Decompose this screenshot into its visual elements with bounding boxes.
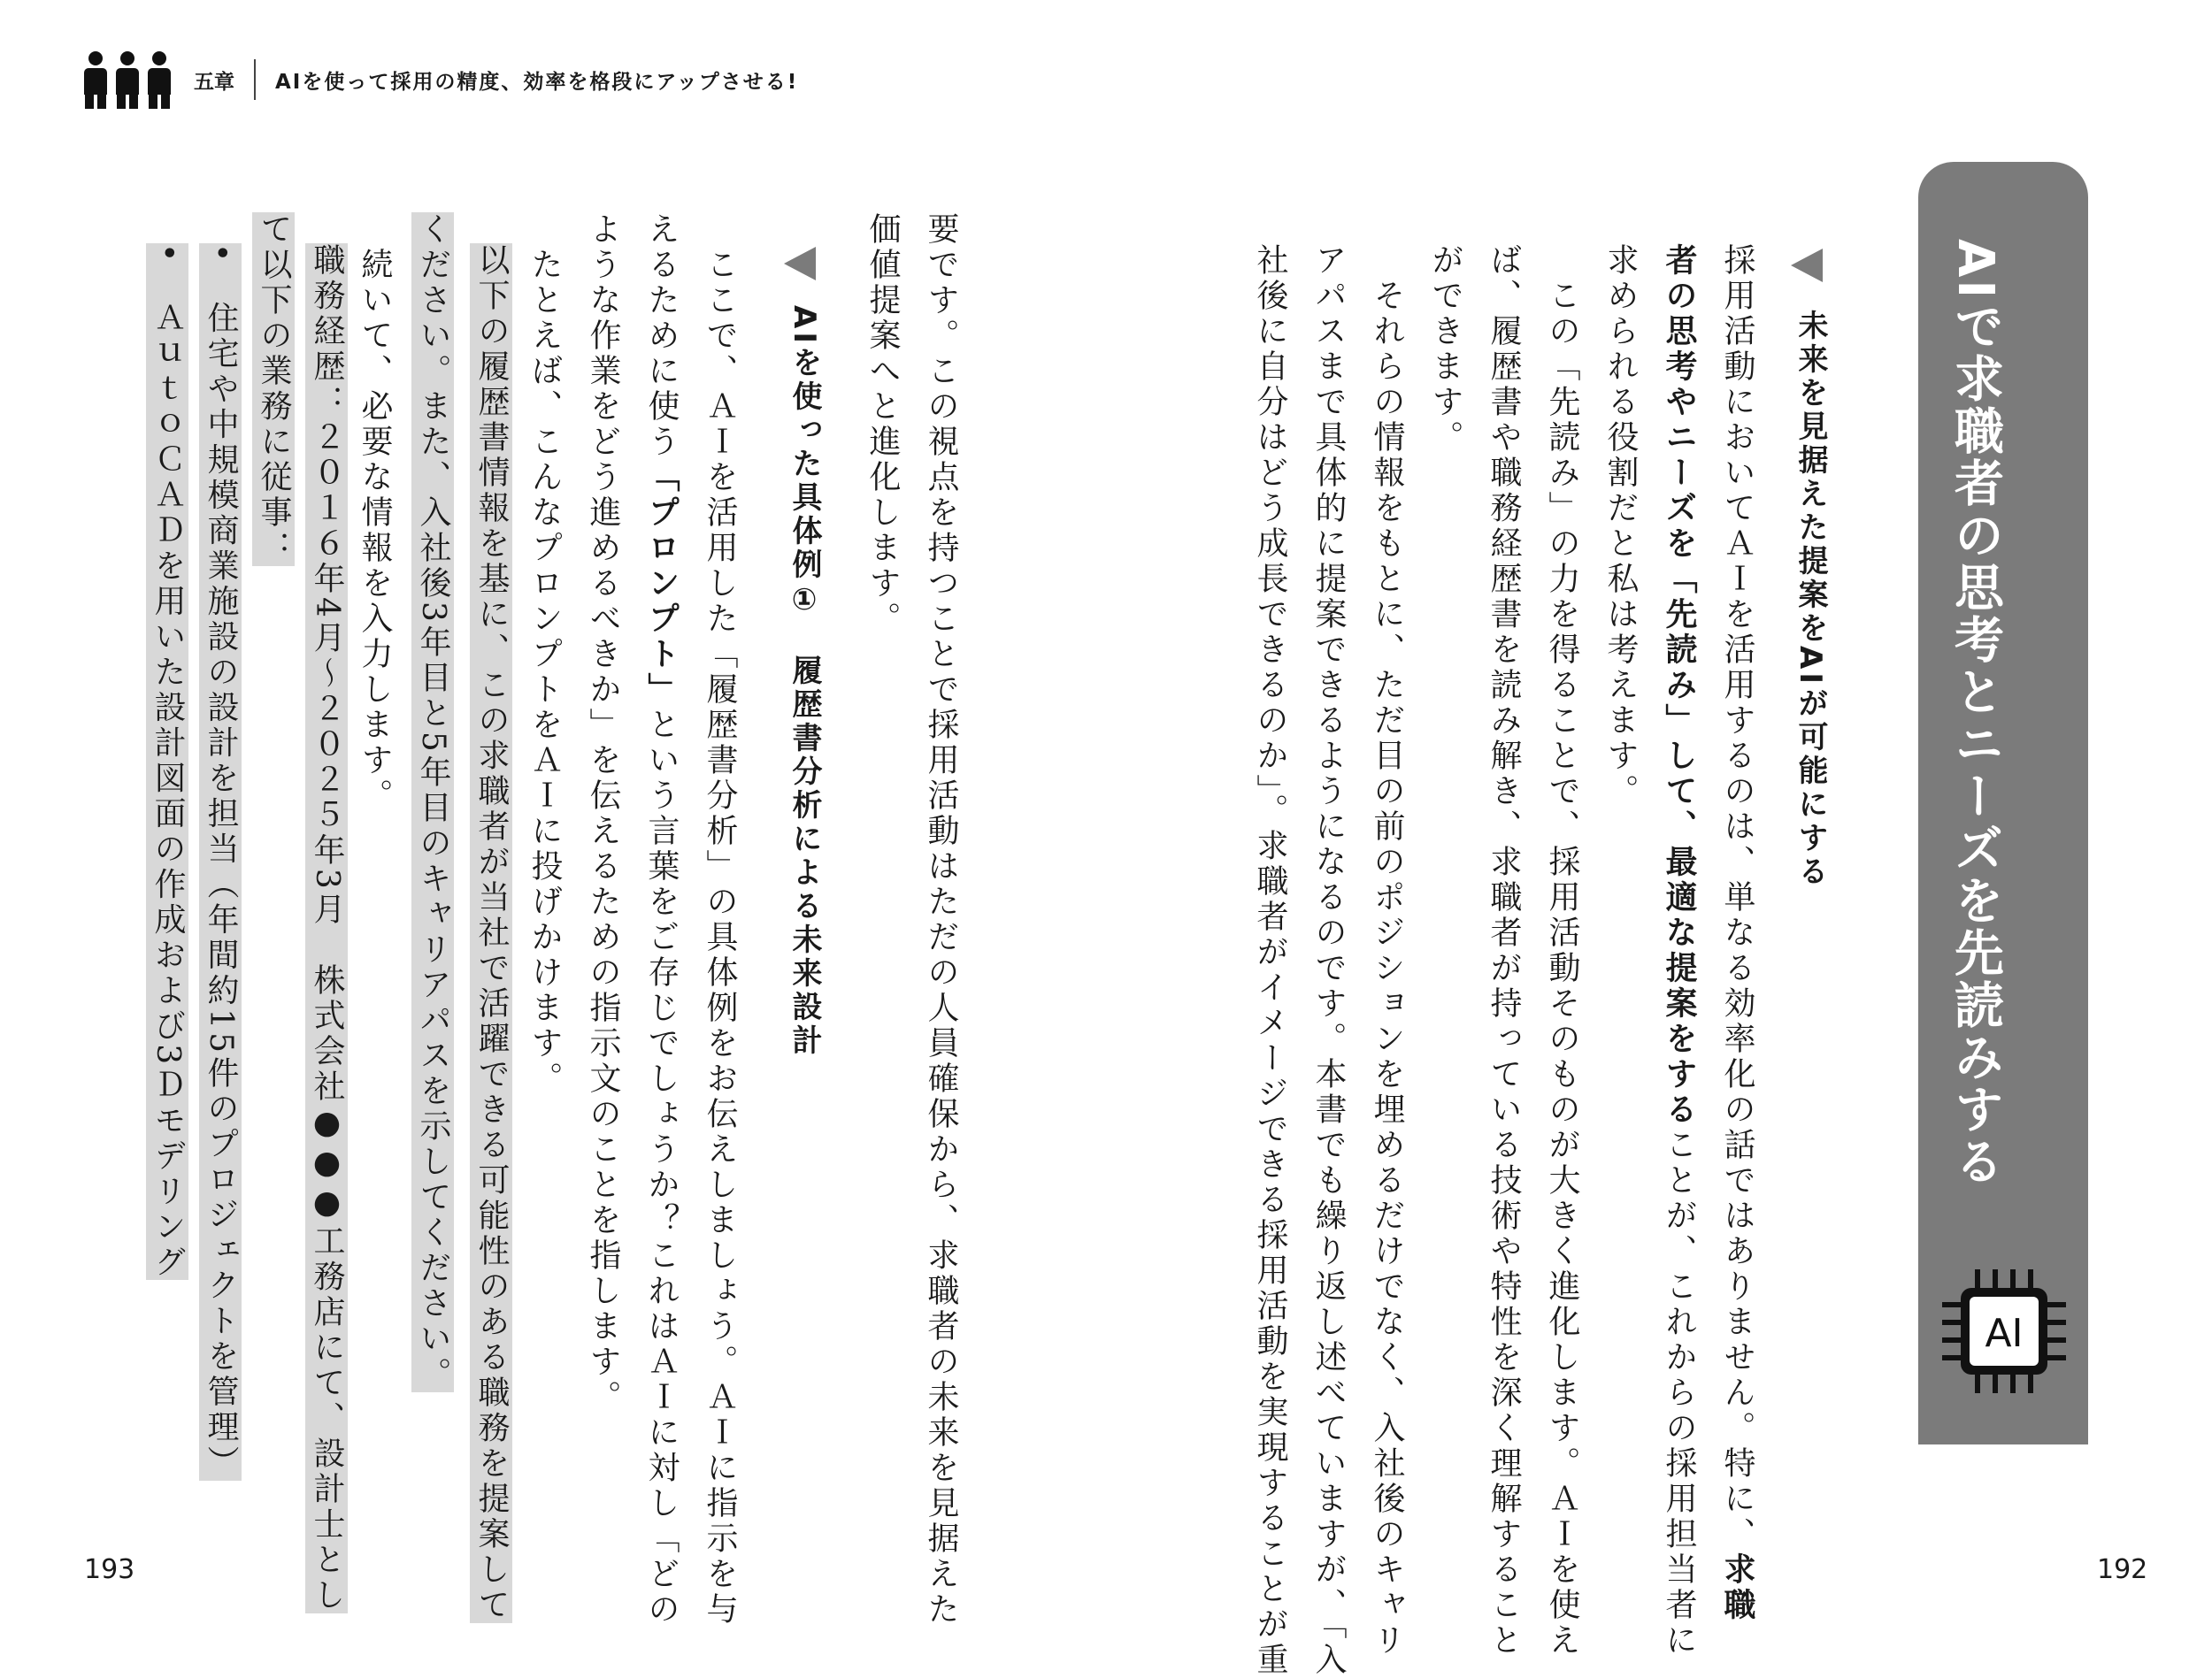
s1-line-7: それらの情報をもとに、ただ目の前のポジションを埋めるだけでなく、入社後のキャリ: [1369, 243, 1405, 1659]
s1-line-4: この「先読み」の力を得ることで、採用活動そのものが大きく進化します。ＡＩを使え: [1544, 243, 1580, 1659]
resume-line-1: 職務経歴：２０１６年4月～２０２５年3月 株式会社●●●工務店にて、設計士とし: [305, 243, 348, 1613]
s1-line-1: 採用活動においてＡＩを活用するのは、単なる効率化の話ではありません。特に、求職: [1719, 243, 1755, 1623]
s2-line-3: ような作業をどう進めるべきか」を伝えるための指示文のことを指します。: [585, 212, 621, 1415]
subhead-marker-2: [784, 247, 816, 280]
page-number-right: 192: [2097, 1554, 2148, 1585]
section-title: AIで求職者の思考とニーズを先読みする: [1947, 239, 2004, 1189]
bullet-item-1: • 住宅や中規模商業施設の設計を担当（年間約15件のプロジェクトを管理）: [199, 243, 242, 1481]
ai-chip-icon: [1938, 1265, 2070, 1398]
ai-chip-label: AI: [1985, 1311, 2024, 1356]
s1-line-5: ば、履歴書や職務経歴書を読み解き、求職者が持っている技術や特性を深く理解すること: [1486, 243, 1522, 1659]
section1-heading: 未来を見据えた提案をAIが可能にする: [1793, 310, 1828, 889]
s2-line-1: ここで、ＡＩを活用した「履歴書分析」の具体例をお伝えしましょう。ＡＩに指示を与: [702, 212, 738, 1628]
chapter-label: 五章: [194, 70, 234, 94]
bullet-dot-icon: •: [150, 243, 186, 302]
running-header: [84, 49, 798, 111]
bullet-dot-icon: •: [203, 243, 239, 302]
prompt-line-1: 以下の履歴書情報を基に、この求職者が当社で活躍できる可能性のある職務を提案して: [470, 243, 512, 1623]
resume-line-2: て以下の業務に従事：: [252, 212, 295, 566]
after-prompt-text: 続いて、必要な情報を入力します。: [357, 212, 393, 814]
page-number-left: 193: [84, 1554, 135, 1585]
s1-line-2: 者の思考やニーズを「先読み」して、最適な提案をすることが、これからの採用担当者に: [1661, 243, 1697, 1659]
prompt-line-2: ください。また、入社後3年目と5年目のキャリアパスを示してください。: [411, 212, 454, 1392]
s1-line-6: ができます。: [1427, 243, 1463, 456]
s1-line-11: 価値提案へと進化します。: [864, 212, 901, 637]
section2-heading: AIを使った具体例① 履歴書分析による未来設計: [787, 305, 822, 1058]
s1-line-8: アパスまで具体的に提案できるようになるのです。本書でも繰り返し述べていますが、「入: [1310, 243, 1347, 1678]
s1-line-9: 社後に自分はどう成長できるのか」。求職者がイメージできる採用活動を実現することが重: [1252, 243, 1288, 1678]
people-icon: [84, 51, 171, 109]
s2-line-4: たとえば、こんなプロンプトをＡＩに投げかけます。: [526, 212, 563, 1097]
s1-line-3: 求められる役割だと私は考えます。: [1602, 243, 1639, 809]
chapter-title: AIを使って採用の精度、効率を格段にアップさせる!: [275, 70, 799, 94]
s1-line-10: 要です。この視点を持つことで採用活動はただの人員確保から、求職者の未来を見据えた: [923, 212, 959, 1628]
subhead-marker-1: [1791, 249, 1823, 282]
s2-line-2: えるために使う「プロンプト」という言葉をご存じでしょうか？これはＡＩに対し「どの: [643, 212, 680, 1628]
header-divider: [254, 59, 256, 100]
bullet-item-2: • ＡｕｔｏＣＡＤを用いた設計図面の作成および3Ｄモデリング: [146, 243, 188, 1280]
